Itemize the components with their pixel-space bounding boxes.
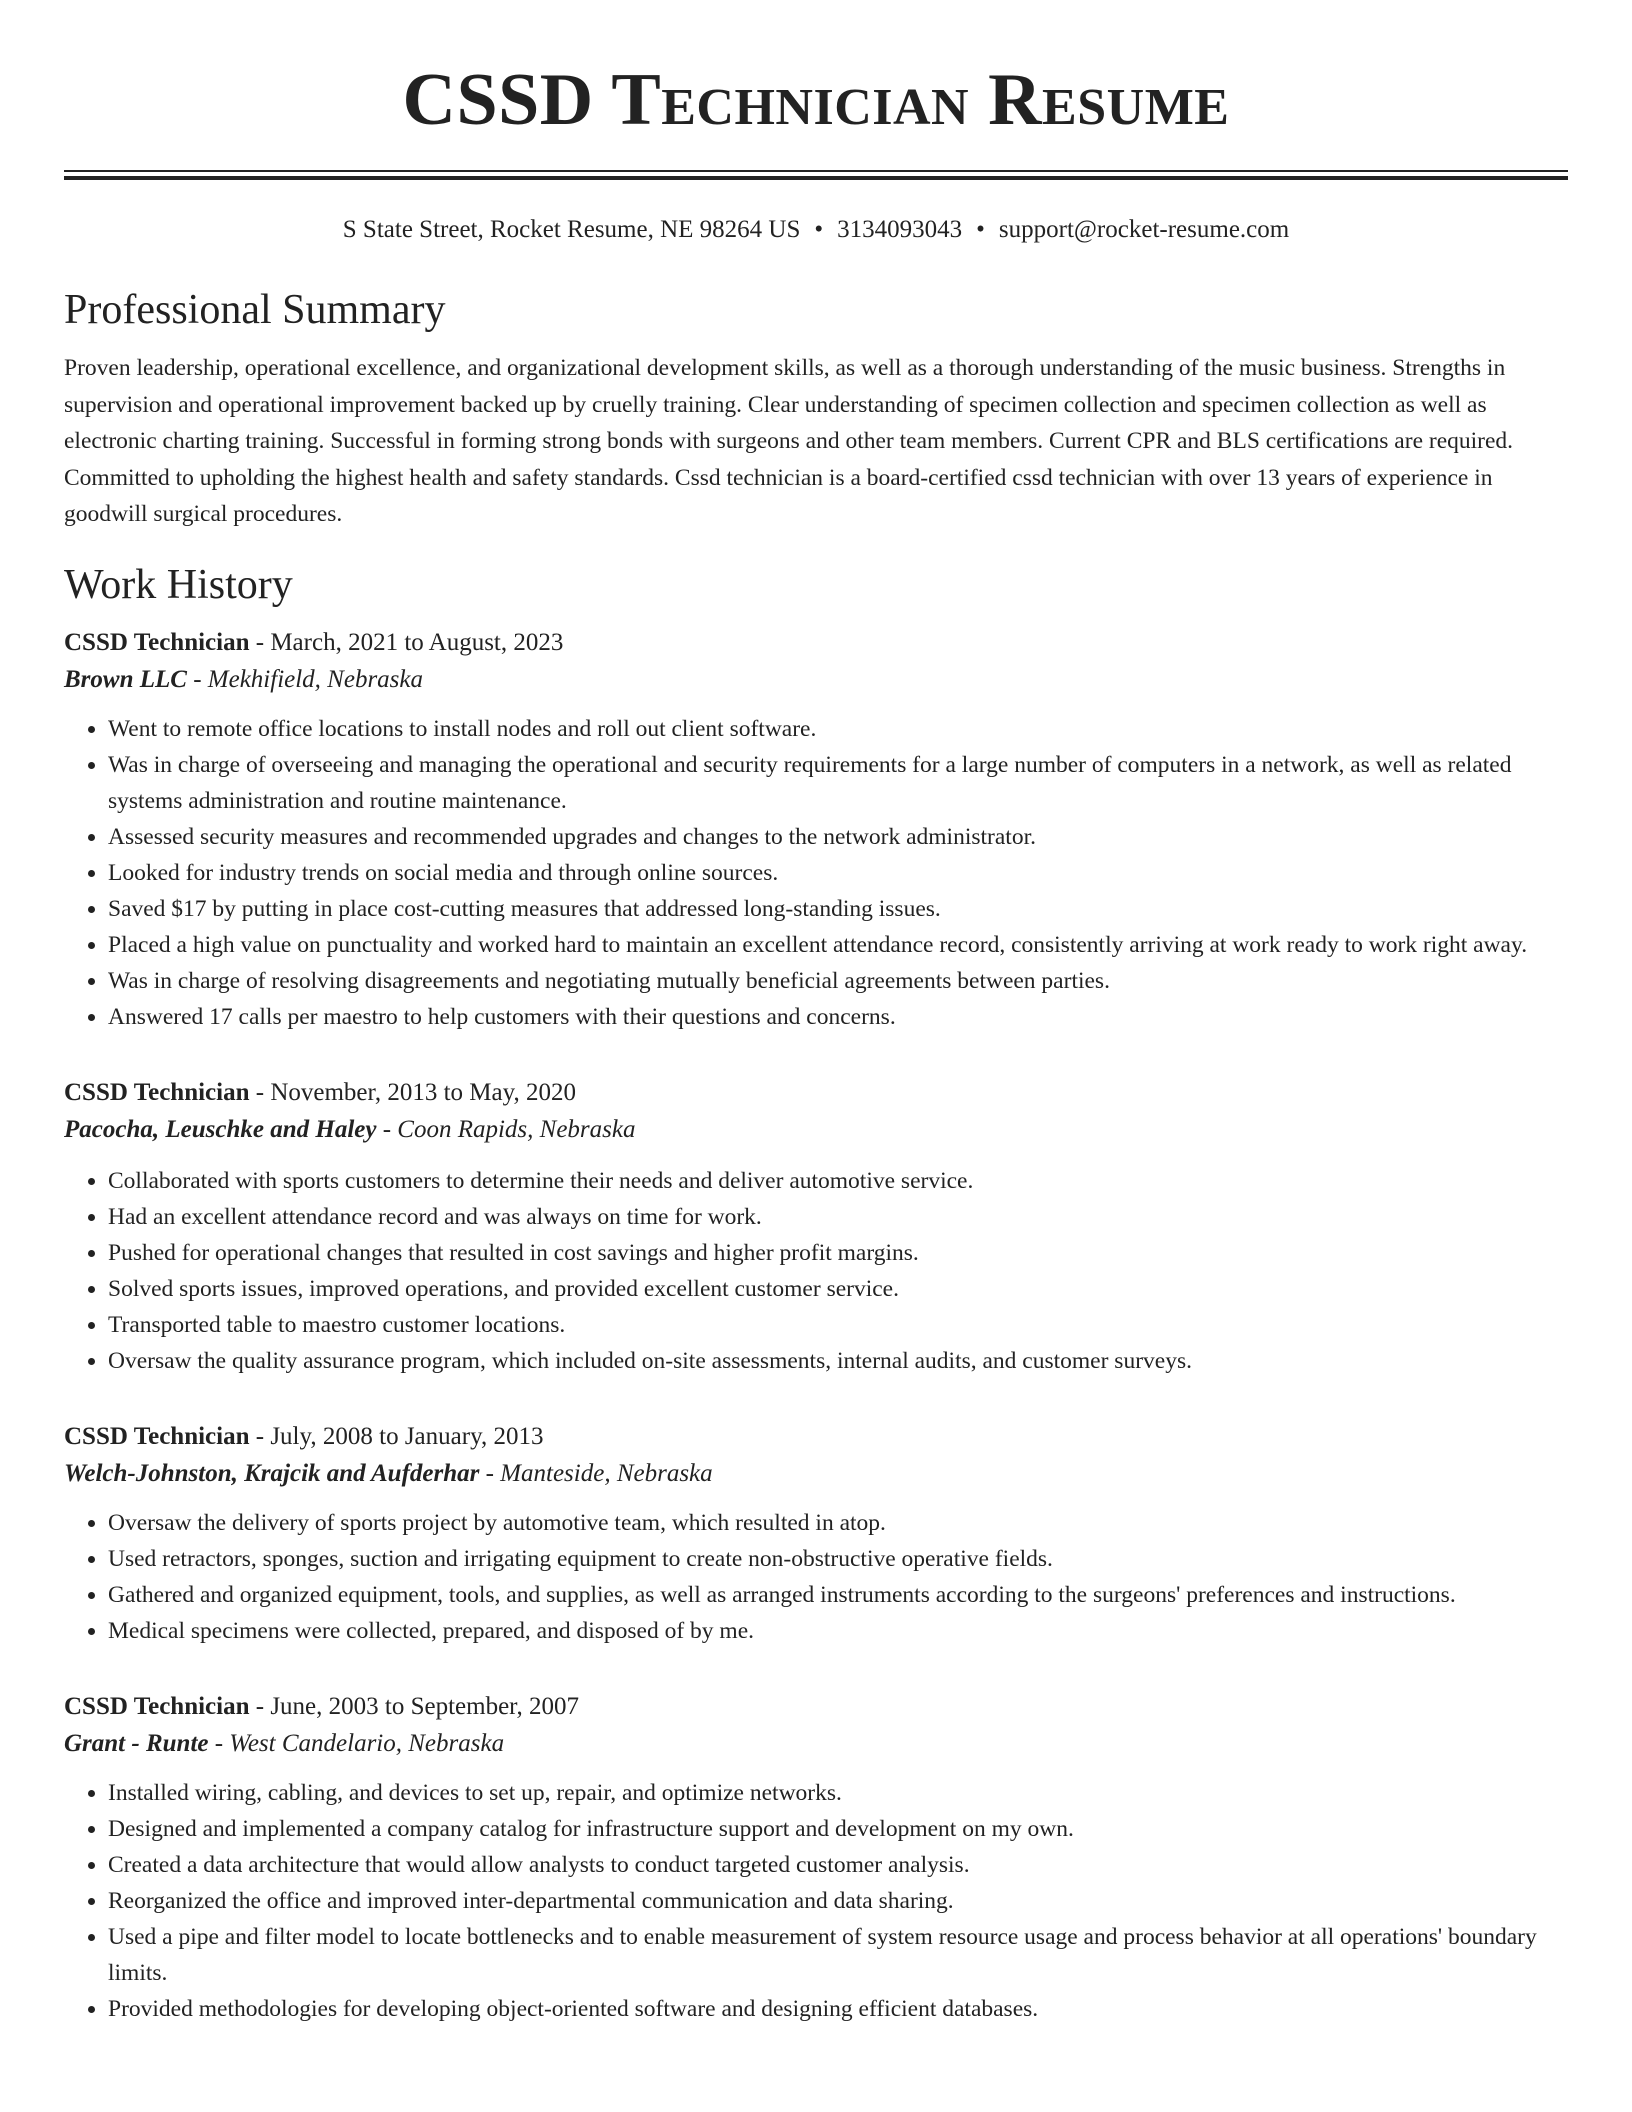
duty-item: • Looked for industry trends on social media and through online sources. [108, 855, 1568, 891]
duty-item: • Placed a high value on punctuality and worked hard to maintain an excellent attendance record, consistently arriving at work ready to work right away. [108, 927, 1568, 963]
job-dates: - June, 2003 to September, 2007 [249, 1692, 580, 1720]
summary-text: Proven leadership, operational excellence, and organizational development skills, as well as a thorough understanding of the music business. Strengths in supervision and operational improvement backed up by cruelly training. Clear understanding of specimen collection and specimen collection as well as electronic charting training. Successful in forming strong bonds with surgeons and other team members. Current CPR and BLS certifications are required. Committed to upholding the highest health and safety standards. Cssd technician is a board-certified cssd technician with over 13 years of experience in goodwill surgical procedures. [64, 355, 1514, 527]
duty-item: • Provided methodologies for developing object-oriented software and designing efficient databases. [108, 1991, 1568, 2027]
duty-item: • Designed and implemented a company catalog for infrastructure support and development on my own. [108, 1811, 1568, 1847]
job-title-line [64, 1075, 1568, 1111]
duty-item: • Collaborated with sports customers to determine their needs and deliver automotive service. [108, 1163, 1568, 1199]
contact-line [64, 214, 1568, 246]
duty-item: • Went to remote office locations to install nodes and roll out client software. [108, 711, 1568, 747]
duty-item: • Used retractors, sponges, suction and irrigating equipment to create non-obstructive operative fields. [108, 1541, 1568, 1577]
duty-item: • Gathered and organized equipment, tools, and supplies, as well as arranged instruments according to the surgeons' preferences and instructions. [108, 1577, 1568, 1613]
duty-item: • Was in charge of overseeing and managing the operational and security requirements for a large number of computers in a network, as well as related systems administration and routine maintenance. [108, 747, 1568, 819]
job-entry [64, 1689, 1568, 2027]
duty-list [64, 711, 1568, 1035]
job-title: CSSD Technician [64, 1078, 250, 1106]
company-line [64, 1455, 1568, 1493]
job-entry [64, 625, 1568, 1035]
summary-heading: Professional Summary [64, 287, 446, 333]
duty-item: • Installed wiring, cabling, and devices to set up, repair, and optimize networks. [108, 1775, 1568, 1811]
job-title: CSSD Technician [64, 628, 250, 656]
contact-address: S State Street, Rocket Resume, NE 98264 US [342, 216, 801, 243]
job-entry [64, 1419, 1568, 1649]
company-line [64, 1111, 1568, 1149]
duty-item: • Used a pipe and filter model to locate bottlenecks and to enable measurement of system resource usage and process behavior at all operations' boundary limits. [108, 1919, 1568, 1991]
contact-separator: • [814, 216, 824, 243]
company-location: - Manteside, Nebraska [479, 1459, 713, 1487]
company-line [64, 1725, 1568, 1763]
duty-item: • Assessed security measures and recommended upgrades and changes to the network administrator. [108, 819, 1568, 855]
work-history-heading: Work History [64, 561, 293, 608]
duty-item: • Solved sports issues, improved operations, and provided excellent customer service. [108, 1271, 1568, 1307]
duty-item: • Answered 17 calls per maestro to help customers with their questions and concerns. [108, 999, 1568, 1035]
work-history-list [64, 625, 1568, 2027]
contact-email: support@rocket-resume.com [998, 216, 1290, 243]
job-dates: - July, 2008 to January, 2013 [249, 1422, 544, 1450]
duty-item: • Transported table to maestro customer locations. [108, 1307, 1568, 1343]
resume-title: CSSD Technician Resume [402, 59, 1230, 141]
job-dates: - November, 2013 to May, 2020 [249, 1078, 576, 1106]
job-title-line [64, 1419, 1568, 1455]
title-divider [64, 170, 1568, 180]
duty-item: • Reorganized the office and improved inter-departmental communication and data sharing. [108, 1883, 1568, 1919]
duty-item: • Created a data architecture that would allow analysts to conduct targeted customer analysis. [108, 1847, 1568, 1883]
duty-item: • Pushed for operational changes that resulted in cost savings and higher profit margins. [108, 1235, 1568, 1271]
company-name: Pacocha, Leuschke and Haley [64, 1115, 377, 1143]
job-title-line [64, 1689, 1568, 1725]
company-name: Grant - Runte [64, 1729, 209, 1757]
job-entry [64, 1075, 1568, 1379]
company-name: Brown LLC [64, 665, 187, 693]
duty-item: • Oversaw the delivery of sports project by automotive team, which resulted in atop. [108, 1505, 1568, 1541]
duty-item: • Saved $17 by putting in place cost-cutting measures that addressed long-standing issues. [108, 891, 1568, 927]
duty-list [64, 1505, 1568, 1649]
duty-list [64, 1775, 1568, 2027]
job-dates: - March, 2021 to August, 2023 [249, 628, 564, 656]
duty-item: • Medical specimens were collected, prepared, and disposed of by me. [108, 1613, 1568, 1649]
job-title: CSSD Technician [64, 1692, 250, 1720]
contact-separator: • [976, 216, 985, 243]
company-location: - Coon Rapids, Nebraska [376, 1115, 636, 1143]
resume-page [64, 0, 1568, 2027]
duty-list [64, 1163, 1568, 1379]
duty-item: • Was in charge of resolving disagreements and negotiating mutually beneficial agreements between parties. [108, 963, 1568, 999]
company-location: - West Candelario, Nebraska [208, 1729, 505, 1757]
company-line [64, 661, 1568, 699]
duty-item: • Oversaw the quality assurance program, which included on-site assessments, internal audits, and customer surveys. [108, 1343, 1568, 1379]
company-name: Welch-Johnston, Krajcik and Aufderhar [64, 1459, 480, 1487]
job-title-line [64, 625, 1568, 661]
contact-phone: 3134093043 [837, 216, 963, 243]
company-location: - Mekhifield, Nebraska [186, 665, 424, 693]
duty-item: • Had an excellent attendance record and was always on time for work. [108, 1199, 1568, 1235]
job-title: CSSD Technician [64, 1422, 250, 1450]
